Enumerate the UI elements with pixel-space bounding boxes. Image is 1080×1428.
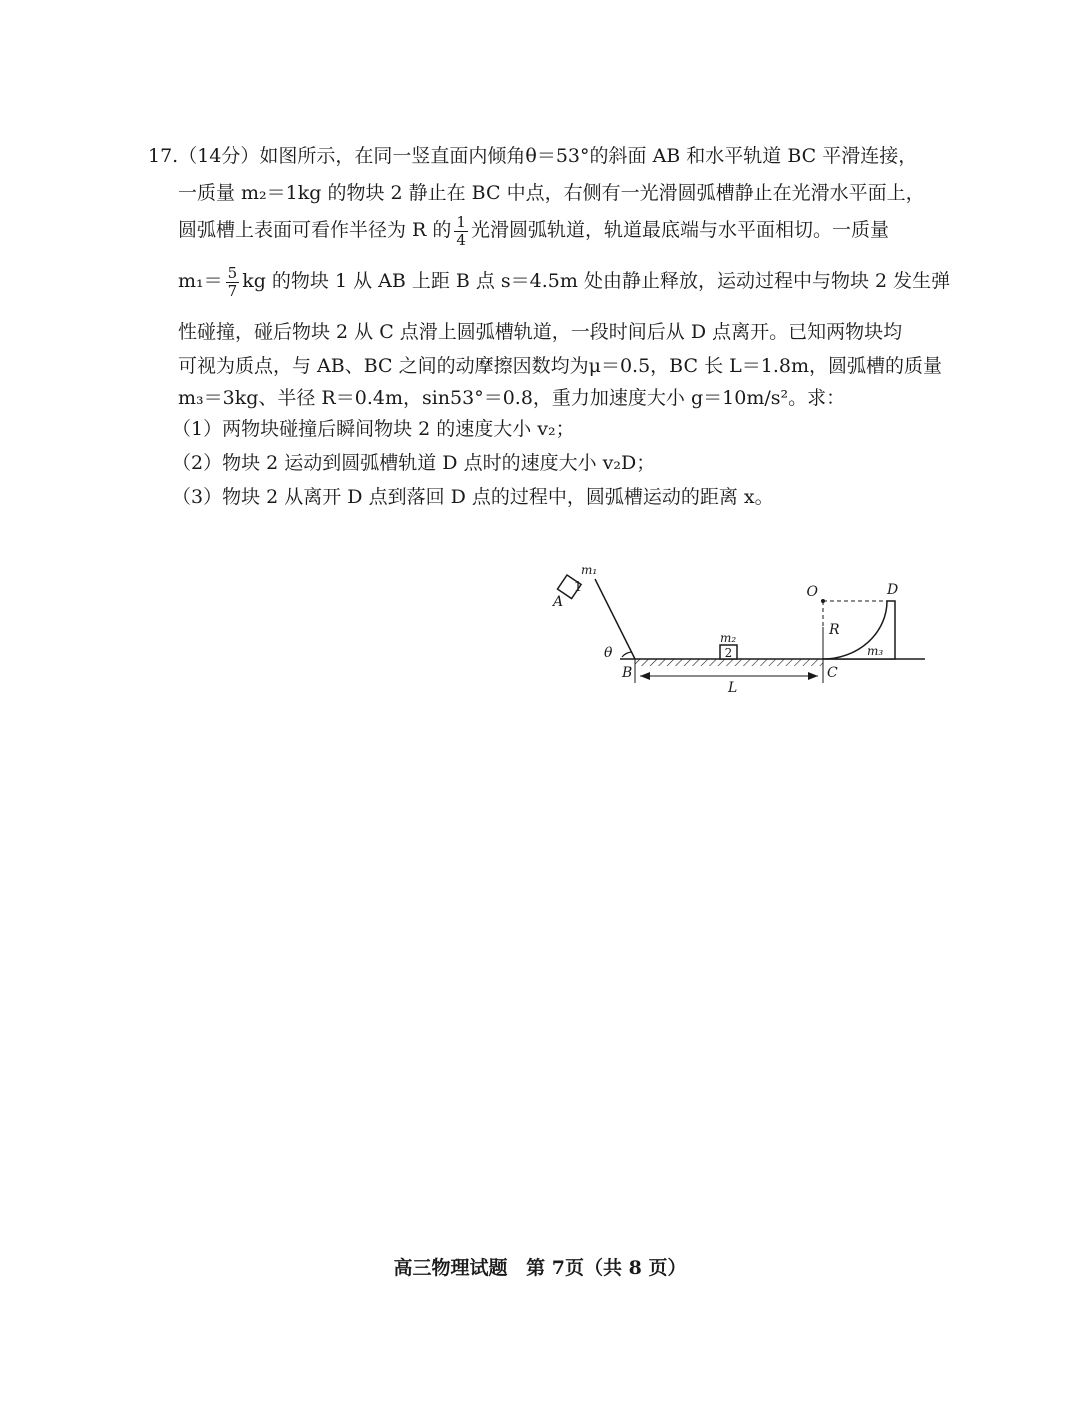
incline-ab bbox=[595, 579, 635, 659]
problem-text-line-3b: 光滑圆弧轨道，轨道最底端与水平面相切。一质量 bbox=[470, 219, 889, 241]
problem-score: （14分） bbox=[178, 145, 260, 167]
label-c: C bbox=[827, 665, 838, 681]
label-l: L bbox=[728, 680, 738, 696]
block-1-label: 1 bbox=[573, 580, 583, 595]
angle-arc bbox=[622, 652, 632, 657]
problem-text-line-7: m₃＝3kg、半径 R＝0.4m，sin53°＝0.8，重力加速度大小 g＝10m/s²。求： bbox=[178, 387, 846, 409]
subquestion-1: （1）两物块碰撞后瞬间物块 2 的速度大小 v₂； bbox=[172, 418, 575, 440]
label-d: D bbox=[887, 582, 899, 598]
label-m1: m₁ bbox=[581, 563, 598, 577]
problem-line-4 bbox=[178, 262, 950, 300]
footer-subject: 高三物理试题 bbox=[393, 1257, 508, 1279]
fraction-five-sevenths: $\frac{5}{7}$ bbox=[227, 263, 238, 300]
length-arrow-left-head bbox=[640, 672, 650, 680]
problem-text-line-4b: kg 的物块 1 从 AB 上距 B 点 s＝4.5m 处由静止释放，运动过程中与物块 2 发生弹 bbox=[242, 270, 951, 292]
problem-number: 17. bbox=[148, 145, 179, 167]
fraction-quarter: $\frac{1}{4}$ bbox=[456, 212, 466, 249]
problem-text-line-3a: 圆弧槽上表面可看作半径为 R 的 bbox=[178, 219, 452, 241]
problem-line-3 bbox=[178, 211, 889, 249]
label-r: R bbox=[829, 622, 840, 638]
subquestion-2: （2）物块 2 运动到圆弧槽轨道 D 点时的速度大小 v₂D； bbox=[172, 452, 656, 474]
problem-text-line-6: 可视为质点，与 AB、BC 之间的动摩擦因数均为μ＝0.5，BC 长 L＝1.8m，圆弧槽的质量 bbox=[178, 355, 942, 377]
label-a: A bbox=[553, 594, 564, 610]
page-footer bbox=[0, 1253, 1080, 1280]
problem-text-line-2: 一质量 m₂＝1kg 的物块 2 静止在 BC 中点，右侧有一光滑圆弧槽静止在光滑水平面上， bbox=[178, 182, 925, 204]
physics-diagram bbox=[540, 555, 940, 705]
length-arrow-right-head bbox=[808, 672, 818, 680]
problem-line-1 bbox=[148, 147, 917, 166]
label-o: O bbox=[806, 584, 818, 600]
problem-text-line-4a: m₁＝ bbox=[178, 270, 223, 292]
block-2-label: 2 bbox=[724, 646, 733, 660]
label-m3: m₃ bbox=[867, 644, 884, 658]
footer-page-number: 第 7页（共 8 页） bbox=[526, 1257, 687, 1279]
label-m2: m₂ bbox=[720, 631, 737, 645]
problem-text-line-1: 如图所示，在同一竖直面内倾角θ＝53°的斜面 AB 和水平轨道 BC 平滑连接， bbox=[259, 145, 918, 167]
subquestion-3: （3）物块 2 从离开 D 点到落回 D 点的过程中，圆弧槽运动的距离 x。 bbox=[172, 486, 774, 508]
problem-text-line-5: 性碰撞，碰后物块 2 从 C 点滑上圆弧槽轨道，一段时间后从 D 点离开。已知两物块均 bbox=[178, 321, 903, 343]
label-b: B bbox=[622, 665, 633, 681]
label-theta: θ bbox=[604, 645, 613, 661]
track-hatching bbox=[635, 659, 823, 666]
